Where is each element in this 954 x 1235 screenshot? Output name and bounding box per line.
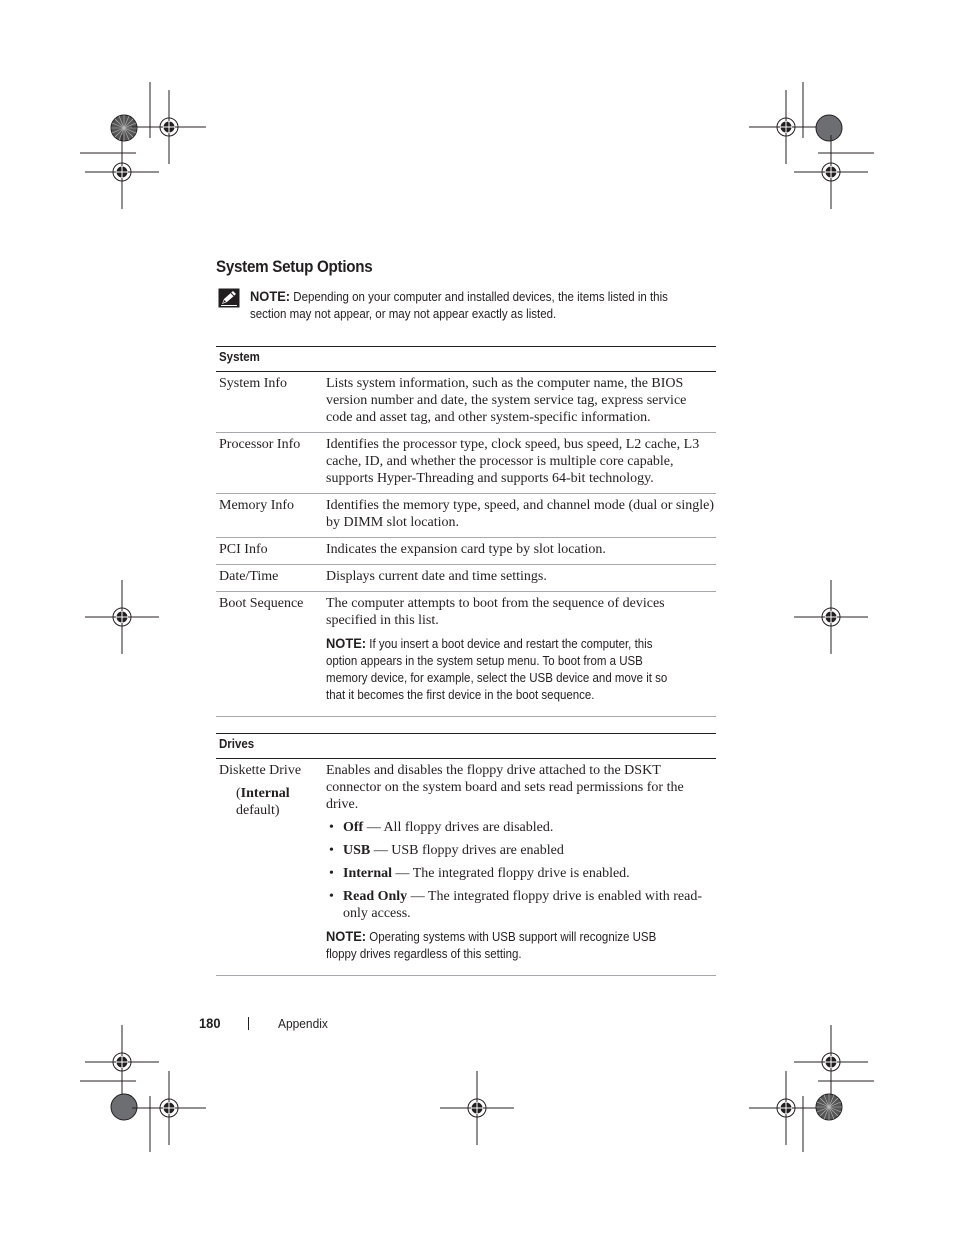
option-description: Lists system information, such as the computer name, the BIOS version number and date, the system service tag, express service code and asset tag, and other system-specific information. (323, 372, 716, 433)
list-item: • Off — All floppy drives are disabled. (326, 819, 716, 836)
table-row (216, 592, 716, 717)
option-name: Processor Info (216, 433, 323, 494)
note-text: Operating systems with USB support will recognize USB floppy drives regardless of this setting. (326, 930, 657, 961)
table-row (216, 565, 716, 592)
table-row (216, 494, 716, 538)
option-name: Boot Sequence (216, 592, 323, 717)
list-item: • USB — USB floppy drives are enabled (326, 842, 716, 859)
boot-sequence-note (326, 635, 685, 704)
table-row (216, 372, 716, 433)
option-name: System Info (216, 372, 323, 433)
page-title: System Setup Options (216, 258, 373, 276)
page-number: 180 (199, 1015, 221, 1031)
footer-section-name: Appendix (278, 1016, 328, 1031)
option-description: Displays current date and time settings. (323, 565, 716, 592)
option-description (323, 592, 716, 717)
option-description: Indicates the expansion card type by slot location. (323, 538, 716, 565)
note-text: Depending on your computer and installed devices, the items listed in this section may not appear, or may not appear exactly as listed. (250, 290, 668, 321)
list-item: • Internal — The integrated floppy drive is enabled. (326, 865, 716, 882)
option-description: Identifies the memory type, speed, and channel mode (dual or single) by DIMM slot location. (323, 494, 716, 538)
list-item: • Read Only — The integrated floppy drive is enabled with read-only access. (326, 888, 716, 922)
option-description: Identifies the processor type, clock speed, bus speed, L2 cache, L3 cache, ID, and whether the processor is multiple core capable, supports Hyper-Threading and supports 64-bit technology. (323, 433, 716, 494)
option-name: Diskette Drive (Internal default) (216, 759, 323, 976)
section-header-drives: Drives (216, 734, 716, 759)
note-pencil-icon (218, 288, 240, 308)
option-default: (Internal default) (236, 786, 290, 818)
top-note (250, 288, 692, 323)
note-label: NOTE: (326, 635, 367, 651)
option-name: Memory Info (216, 494, 323, 538)
option-description-text: The computer attempts to boot from the sequence of devices specified in this list. (326, 596, 665, 628)
option-name: Date/Time (216, 565, 323, 592)
note-label: NOTE: (250, 288, 291, 304)
footer-separator (248, 1017, 249, 1030)
option-description (323, 759, 716, 976)
section-header-system: System (216, 347, 716, 372)
table-row (216, 433, 716, 494)
table-row (216, 538, 716, 565)
note-label: NOTE: (326, 928, 367, 944)
table-row (216, 759, 716, 976)
option-values-list (326, 819, 716, 922)
option-name: PCI Info (216, 538, 323, 565)
system-setup-options-table (216, 346, 716, 976)
note-text: If you insert a boot device and restart the computer, this option appears in the system setup menu. To boot from a USB memory device, for example, select the USB device and move it so that it becomes the first device in the boot sequence. (326, 637, 668, 702)
diskette-drive-note (326, 928, 685, 963)
option-description-text: Enables and disables the floppy drive attached to the DSKT connector on the system board and sets read permissions for the drive. (326, 763, 684, 812)
